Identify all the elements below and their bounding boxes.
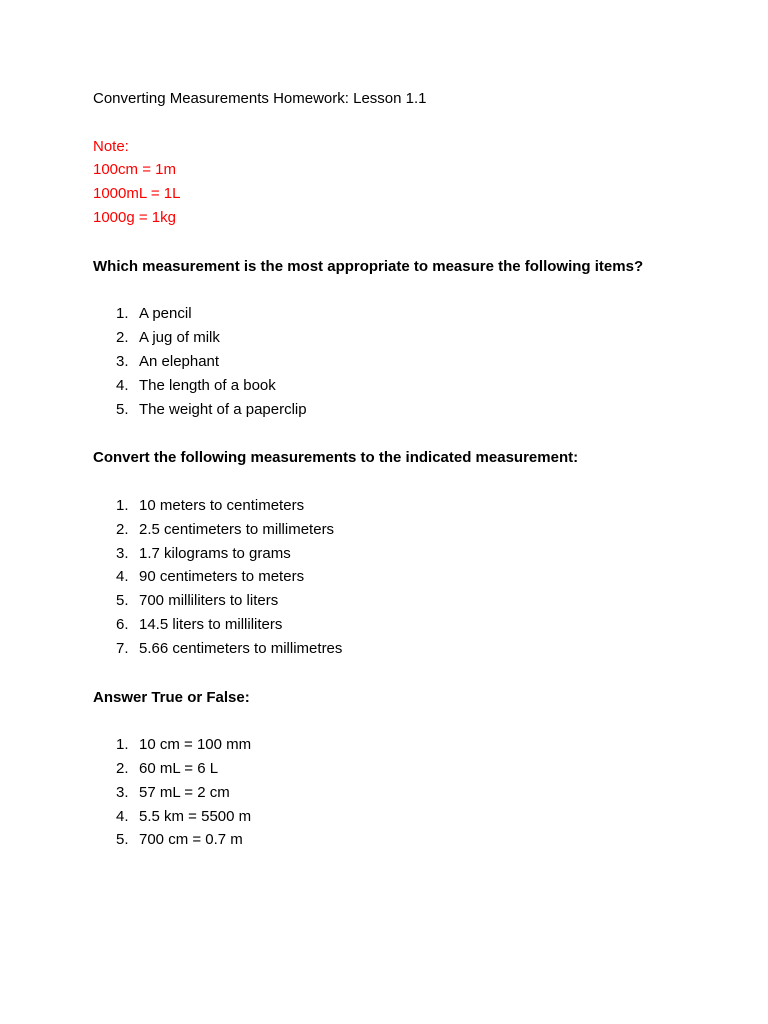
list-item-text: 10 meters to centimeters [139, 496, 305, 514]
list-item [93, 374, 713, 398]
list-true-false [93, 733, 713, 852]
list-item [93, 637, 713, 661]
list-item [93, 542, 713, 566]
list-item [93, 350, 713, 374]
section-heading-convert: Convert the following measurements to the indicated measurement: [93, 449, 579, 467]
note-line: 1000mL = 1L [93, 185, 181, 203]
list-item-number: 4. [116, 376, 129, 394]
list-item-number: 7. [116, 639, 129, 657]
list-item [93, 733, 713, 757]
section-heading-true-false: Answer True or False: [93, 688, 250, 706]
list-item [93, 398, 713, 422]
list-item-text: 2.5 centimeters to millimeters [139, 520, 335, 538]
list-item-number: 1. [116, 305, 129, 323]
list-item-text: 5.5 km = 5500 m [139, 807, 252, 825]
section-heading-appropriate-measurement: Which measurement is the most appropriate to measure the following items? [93, 257, 644, 275]
list-item [93, 565, 713, 589]
list-item-number: 4. [116, 568, 129, 586]
list-item-number: 5. [116, 592, 129, 610]
list-item-text: A jug of milk [139, 329, 220, 347]
list-item [93, 326, 713, 350]
list-item [93, 613, 713, 637]
list-item-number: 6. [116, 615, 129, 633]
document-title: Converting Measurements Homework: Lesson 1.1 [93, 90, 427, 107]
list-item-text: 10 cm = 100 mm [139, 736, 252, 754]
list-item [93, 805, 713, 829]
list-item-text: 700 cm = 0.7 m [139, 831, 243, 849]
list-item-text: 1.7 kilograms to grams [139, 544, 291, 562]
list-item-text: 90 centimeters to meters [139, 568, 305, 586]
note-line: 100cm = 1m [93, 161, 176, 179]
list-item-number: 4. [116, 807, 129, 825]
list-item-text: The length of a book [139, 376, 276, 394]
list-item-number: 1. [116, 496, 129, 514]
list-item-number: 2. [116, 329, 129, 347]
list-item-number: 2. [116, 520, 129, 538]
list-item-number: 1. [116, 736, 129, 754]
list-item [93, 494, 713, 518]
list-item-number: 3. [116, 783, 129, 801]
list-item-text: 700 milliliters to liters [139, 592, 279, 610]
list-item-number: 3. [116, 544, 129, 562]
list-item [93, 589, 713, 613]
list-item-text: 57 mL = 2 cm [139, 783, 230, 801]
list-item-number: 2. [116, 759, 129, 777]
list-item-number: 3. [116, 352, 129, 370]
document-page [93, 87, 713, 852]
list-convert [93, 494, 713, 661]
list-item [93, 302, 713, 326]
list-item [93, 757, 713, 781]
list-item [93, 828, 713, 852]
list-item-number: 5. [116, 400, 129, 418]
list-item [93, 781, 713, 805]
note-line: 1000g = 1kg [93, 208, 176, 226]
list-item-text: A pencil [139, 305, 192, 323]
list-item [93, 518, 713, 542]
note-label: Note: [93, 137, 129, 155]
list-item-text: 14.5 liters to milliliters [139, 615, 283, 633]
list-appropriate-measurement [93, 302, 713, 421]
list-item-number: 5. [116, 831, 129, 849]
list-item-text: 5.66 centimeters to millimetres [139, 639, 343, 657]
note-block [93, 135, 713, 230]
list-item-text: 60 mL = 6 L [139, 759, 219, 777]
list-item-text: An elephant [139, 352, 220, 370]
list-item-text: The weight of a paperclip [139, 400, 307, 418]
